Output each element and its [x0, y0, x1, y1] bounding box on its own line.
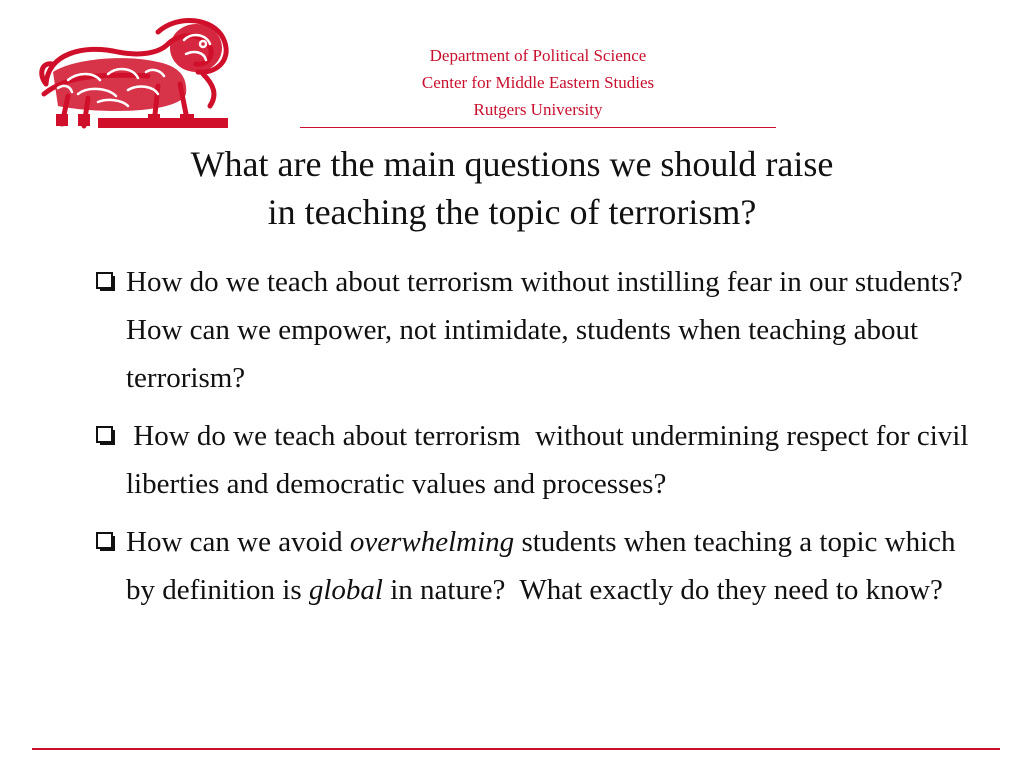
question-list [92, 258, 976, 624]
checkbox-bullet-icon [96, 532, 113, 549]
list-item [92, 412, 976, 508]
calligraphic-lion-logo-icon [38, 14, 243, 132]
checkbox-bullet-icon [96, 272, 113, 289]
bullet-text-part: students when teaching a topic which by definition is [126, 526, 963, 606]
department-name: Department of Political Science [429, 46, 647, 65]
title-line-1: What are the main questions we should raise [190, 144, 834, 184]
title-line-2: in teaching the topic of terrorism? [267, 192, 757, 232]
list-item [92, 518, 972, 614]
emphasis-global: global [308, 574, 383, 606]
university-name: Rutgers University [473, 100, 603, 119]
bullet-text: How do we teach about terrorism without undermining respect for civil liberties and democratic values and processes? [126, 420, 976, 500]
emphasis-overwhelming: overwhelming [349, 526, 515, 558]
list-item [92, 258, 972, 402]
bullet-text: How do we teach about terrorism without instilling fear in our students? How can we empower, not intimidate, students when teaching about terrorism? [126, 266, 963, 394]
bullet-text-part: in nature? What exactly do they need to know? [382, 574, 943, 606]
checkbox-bullet-icon [96, 426, 113, 443]
bullet-text-part: How can we avoid [126, 526, 350, 558]
header-divider [300, 127, 776, 128]
center-name: Center for Middle Eastern Studies [421, 73, 655, 92]
slide-title [60, 140, 964, 236]
department-header [300, 42, 776, 123]
footer-divider [32, 748, 1000, 750]
